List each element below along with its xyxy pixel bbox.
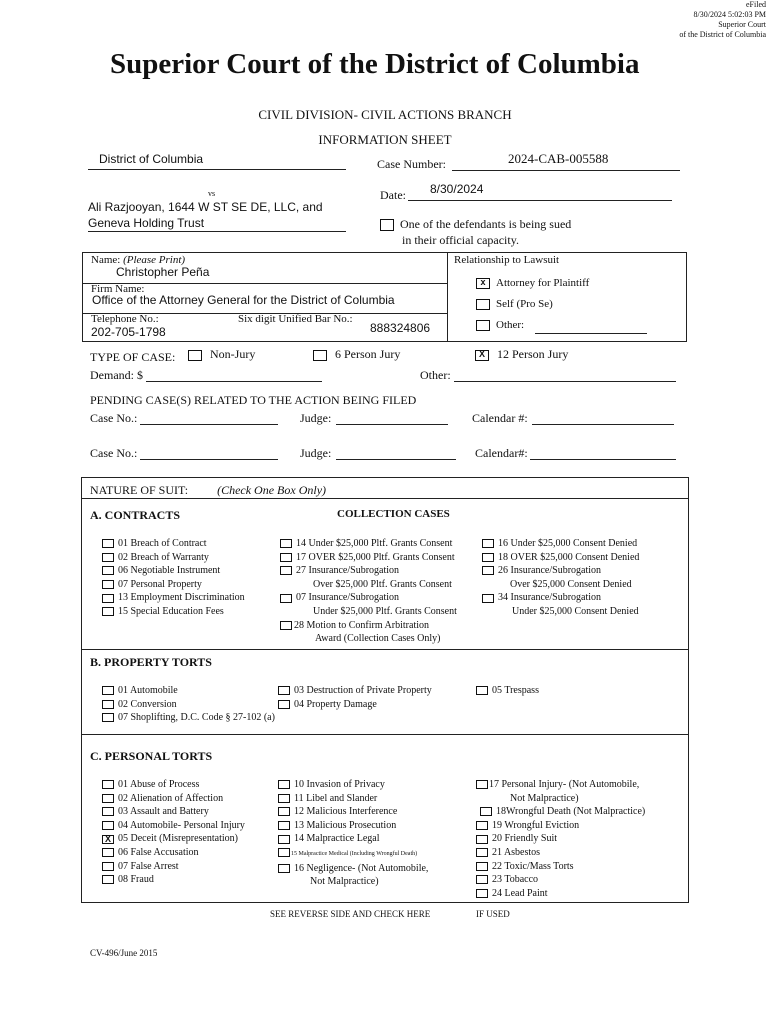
personal-label: 16 Negligence- (Not Automobile,: [294, 862, 429, 874]
bar-label: Six digit Unified Bar No.:: [238, 313, 353, 325]
nonjury-label: Non-Jury: [210, 347, 256, 361]
personal-option[interactable]: [102, 778, 245, 792]
personal-col3: [476, 778, 645, 900]
collection-option[interactable]: [280, 619, 457, 633]
collection-label: 17 OVER $25,000 Pltf. Grants Consent: [296, 551, 455, 563]
collection-checkbox[interactable]: [280, 621, 292, 630]
property-checkbox[interactable]: [102, 713, 114, 722]
twelve-person-label: 12 Person Jury: [497, 347, 569, 361]
collection-sublabel: Over $25,000 Consent Denied: [510, 578, 632, 590]
personal-label: 22 Toxic/Mass Torts: [492, 860, 574, 872]
stamp-line: eFiled: [746, 0, 766, 9]
personal-label: 12 Malicious Interference: [294, 806, 398, 818]
collection-label: 26 Insurance/Subrogation: [498, 565, 602, 577]
relationship-self-label: Self (Pro Se): [496, 298, 553, 310]
contracts-col1: [102, 537, 245, 619]
contract-option[interactable]: [102, 551, 245, 565]
personal-checkbox[interactable]: [102, 875, 114, 884]
name-hint: (Please Print): [123, 254, 186, 266]
defendant-line1[interactable]: Ali Razjooyan, 1644 W ST SE DE, LLC, and: [88, 200, 323, 214]
personal-label: 23 Tobacco: [492, 874, 539, 886]
case-number-label: Case Number:: [377, 157, 446, 171]
firm-label: Firm Name:: [91, 283, 145, 295]
personal-label: 15 Malpractice Medical (Including Wrongful Death): [291, 850, 418, 857]
property-label: 03 Destruction of Private Property: [294, 685, 432, 696]
pending-calendar-1: Calendar #:: [472, 411, 528, 425]
stamp-line: of the District of Columbia: [679, 30, 766, 39]
nature-label: NATURE OF SUIT:: [90, 483, 189, 497]
personal-checkbox[interactable]: [476, 835, 488, 844]
type-of-case-label: TYPE OF CASE:: [90, 350, 176, 364]
personal-checkbox[interactable]: [102, 862, 114, 871]
personal-option[interactable]: [476, 778, 645, 792]
personal-label: 10 Invasion of Privacy: [294, 779, 385, 790]
collection-sublabel: Award (Collection Cases Only): [315, 633, 441, 645]
personal-checkbox[interactable]: [102, 848, 114, 857]
pending-calendar-line-2[interactable]: [530, 459, 676, 460]
contracts-heading: A. CONTRACTS: [90, 508, 181, 522]
telephone-value[interactable]: 202-705-1798: [91, 325, 166, 339]
contract-checkbox[interactable]: [102, 553, 114, 562]
contract-checkbox[interactable]: [102, 580, 114, 589]
personal-checkbox[interactable]: [278, 821, 290, 830]
personal-option[interactable]: [476, 832, 645, 846]
self-checkbox[interactable]: [476, 299, 490, 310]
personal-option[interactable]: [278, 846, 428, 862]
pending-calendar-2: Calendar#:: [475, 446, 528, 460]
collection-sublabel: Over $25,000 Pltf. Grants Consent: [313, 578, 452, 590]
personal-checkbox[interactable]: [476, 780, 488, 789]
personal-option[interactable]: [278, 792, 428, 806]
collection-checkbox[interactable]: [280, 553, 292, 562]
contract-option[interactable]: [102, 564, 245, 578]
division-heading: CIVIL DIVISION- CIVIL ACTIONS BRANCH: [258, 107, 512, 122]
contract-label: 15 Special Education Fees: [118, 605, 224, 617]
contracts-col3: [482, 537, 639, 619]
collection-option[interactable]: [482, 551, 639, 565]
official-capacity-checkbox[interactable]: [380, 219, 394, 231]
personal-sublabel: Not Malpractice): [310, 876, 379, 888]
reverse-side-note: SEE REVERSE SIDE AND CHECK HERE: [270, 909, 431, 919]
pending-judge-1: Judge:: [300, 411, 332, 425]
property-col3: [476, 684, 539, 698]
pending-title: PENDING CASE(S) RELATED TO THE ACTION BEING FILED: [90, 393, 417, 407]
pending-case-no-2: Case No.:: [90, 446, 138, 460]
collection-label: 18 OVER $25,000 Consent Denied: [498, 551, 640, 563]
personal-label: 05 Deceit (Misrepresentation): [118, 833, 238, 845]
personal-option[interactable]: [476, 805, 645, 819]
personal-checkbox[interactable]: [476, 821, 488, 830]
telephone-label: Telephone No.:: [91, 313, 159, 325]
contract-label: 13 Employment Discrimination: [118, 592, 245, 604]
other-checkbox[interactable]: [476, 320, 490, 331]
personal-checkbox[interactable]: [476, 862, 488, 871]
date-label: Date:: [380, 188, 406, 202]
personal-label: 02 Alienation of Affection: [118, 792, 224, 804]
relationship-other-label: Other:: [496, 319, 525, 331]
case-type-twelve: [475, 347, 568, 362]
pending-calendar-line-1[interactable]: [532, 424, 674, 425]
personal-checkbox[interactable]: [278, 848, 290, 857]
pending-judge-line-1[interactable]: [336, 424, 448, 425]
collection-checkbox[interactable]: [482, 539, 494, 548]
personal-label: 08 Fraud: [118, 874, 154, 886]
if-used-note: IF USED: [476, 909, 510, 919]
personal-option[interactable]: [102, 792, 245, 806]
personal-checkbox[interactable]: [102, 794, 114, 803]
date-value[interactable]: 8/30/2024: [430, 182, 484, 196]
relationship-attorney: [476, 277, 589, 289]
six-person-label: 6 Person Jury: [335, 347, 401, 361]
collection-sublabel: Under $25,000 Consent Denied: [512, 605, 639, 617]
personal-checkbox[interactable]: [102, 780, 114, 789]
personal-option[interactable]: [476, 860, 645, 874]
personal-option[interactable]: [102, 805, 245, 819]
contract-option[interactable]: [102, 591, 245, 605]
nature-of-suit-row: [90, 483, 326, 498]
collection-checkbox[interactable]: [482, 566, 494, 575]
property-checkbox[interactable]: [278, 686, 290, 695]
property-col1: [102, 684, 275, 725]
case-type-nonjury: [188, 347, 255, 362]
twelve-person-checkbox[interactable]: X: [475, 350, 489, 361]
collection-label: 07 Insurance/Subrogation: [296, 592, 400, 604]
personal-option[interactable]: [102, 819, 245, 833]
collection-label: 34 Insurance/Subrogation: [498, 592, 602, 604]
personal-label: 21 Asbestos: [492, 846, 541, 858]
property-option[interactable]: [278, 698, 432, 712]
property-option[interactable]: [476, 684, 539, 698]
property-checkbox[interactable]: [476, 686, 488, 695]
contract-label: 01 Breach of Contract: [118, 538, 207, 549]
contracts-col2: [280, 537, 457, 646]
property-label: 07 Shoplifting, D.C. Code § 27-102 (a): [118, 712, 275, 724]
collection-option[interactable]: [482, 537, 639, 551]
contract-checkbox[interactable]: [102, 539, 114, 548]
personal-option[interactable]: [102, 846, 245, 860]
bar-value[interactable]: 888324806: [370, 321, 431, 335]
personal-checkbox[interactable]: [278, 780, 290, 789]
stamp-line: Superior Court: [718, 20, 766, 29]
personal-label: 04 Automobile- Personal Injury: [118, 819, 245, 831]
six-person-checkbox[interactable]: [313, 350, 327, 361]
case-type-six: [313, 347, 400, 362]
collection-option[interactable]: [482, 564, 639, 578]
personal-checkbox[interactable]: [476, 875, 488, 884]
other-label: Other:: [420, 368, 451, 382]
personal-label: 01 Abuse of Process: [118, 779, 200, 790]
personal-col1: [102, 778, 245, 887]
personal-option[interactable]: [102, 860, 245, 874]
personal-checkbox[interactable]: [278, 835, 290, 844]
personal-label: 06 False Accusation: [118, 846, 199, 858]
personal-option[interactable]: [278, 832, 428, 846]
collection-sublabel: Under $25,000 Pltf. Grants Consent: [313, 605, 457, 617]
personal-option[interactable]: [102, 832, 245, 846]
stamp-line: 8/30/2024 5:02:03 PM: [693, 10, 766, 19]
name-label: Name:: [91, 254, 121, 266]
personal-option[interactable]: [476, 846, 645, 860]
personal-label: 17 Personal Injury- (Not Automobile,: [489, 779, 640, 790]
property-checkbox[interactable]: [102, 700, 114, 709]
personal-option[interactable]: [278, 862, 428, 876]
contract-label: 07 Personal Property: [118, 578, 202, 590]
relationship-label: Relationship to Lawsuit: [454, 254, 560, 266]
attorney-name[interactable]: Christopher Peña: [116, 265, 210, 279]
property-heading: B. PROPERTY TORTS: [90, 655, 212, 669]
personal-sublabel: Not Malpractice): [510, 792, 579, 804]
vs-label: vs: [208, 189, 216, 198]
contract-option[interactable]: [102, 578, 245, 592]
official-capacity-line1: One of the defendants is being sued: [400, 217, 572, 231]
personal-checkbox[interactable]: [278, 794, 290, 803]
property-col2: [278, 684, 432, 711]
nature-hint: (Check One Box Only): [217, 483, 327, 497]
official-capacity: [380, 217, 571, 232]
official-capacity-line2: in their official capacity.: [402, 233, 519, 247]
nonjury-checkbox[interactable]: [188, 350, 202, 361]
case-number-value[interactable]: 2024-CAB-005588: [508, 151, 609, 166]
collection-label: 16 Under $25,000 Consent Denied: [498, 538, 638, 549]
pending-case-line-2[interactable]: [140, 459, 278, 460]
personal-option[interactable]: [278, 778, 428, 792]
personal-label: 24 Lead Paint: [492, 887, 548, 899]
property-label: 02 Conversion: [118, 698, 177, 710]
demand-label: Demand: $: [90, 368, 143, 382]
personal-checkbox[interactable]: [278, 864, 290, 873]
defendant-line2[interactable]: Geneva Holding Trust: [88, 216, 205, 230]
collection-label: 14 Under $25,000 Pltf. Grants Consent: [296, 538, 453, 549]
other-line[interactable]: [454, 381, 676, 382]
property-option[interactable]: [102, 684, 275, 698]
collection-label: 27 Insurance/Subrogation: [296, 565, 400, 577]
personal-label: 07 False Arrest: [118, 860, 179, 872]
form-id: CV-496/June 2015: [90, 948, 158, 958]
collection-checkbox[interactable]: [482, 553, 494, 562]
personal-option[interactable]: [476, 819, 645, 833]
personal-label: 18Wrongful Death (Not Malpractice): [496, 806, 646, 818]
personal-label: 14 Malpractice Legal: [294, 833, 380, 845]
relationship-self: [476, 298, 553, 310]
contract-checkbox[interactable]: [102, 607, 114, 616]
sheet-title: INFORMATION SHEET: [318, 132, 452, 147]
personal-label: 20 Friendly Suit: [492, 833, 558, 845]
personal-col2: [278, 778, 428, 889]
property-label: 01 Automobile: [118, 685, 178, 696]
collection-option[interactable]: [280, 564, 457, 578]
personal-option[interactable]: [476, 887, 645, 901]
property-option[interactable]: [278, 684, 432, 698]
personal-option[interactable]: [278, 805, 428, 819]
property-label: 04 Property Damage: [294, 698, 377, 710]
plaintiff-name[interactable]: District of Columbia: [99, 152, 204, 166]
collection-checkbox[interactable]: [280, 539, 292, 548]
pending-judge-line-2[interactable]: [336, 459, 456, 460]
property-option[interactable]: [102, 698, 275, 712]
personal-option[interactable]: [102, 873, 245, 887]
contract-checkbox[interactable]: [102, 594, 114, 603]
pending-judge-2: Judge:: [300, 446, 332, 460]
collection-option[interactable]: [482, 591, 639, 605]
contract-option[interactable]: [102, 605, 245, 619]
personal-checkbox[interactable]: [476, 889, 488, 898]
court-title: Superior Court of the District of Columbia: [110, 48, 640, 80]
personal-label: 03 Assault and Battery: [118, 806, 209, 818]
collection-checkbox[interactable]: [280, 566, 292, 575]
collection-cases-heading: COLLECTION CASES: [337, 508, 450, 520]
relationship-attorney-label: Attorney for Plaintiff: [496, 277, 590, 289]
collection-label: 28 Motion to Confirm Arbitration: [294, 619, 429, 631]
personal-checkbox-checked[interactable]: X: [102, 835, 114, 844]
contract-label: 02 Breach of Warranty: [118, 551, 209, 563]
firm-name[interactable]: Office of the Attorney General for the District of Columbia: [92, 293, 395, 307]
contract-label: 06 Negotiable Instrument: [118, 565, 221, 577]
personal-option[interactable]: [476, 873, 645, 887]
collection-option[interactable]: [280, 591, 457, 605]
personal-checkbox[interactable]: [102, 821, 114, 830]
personal-heading: C. PERSONAL TORTS: [90, 749, 213, 763]
efiled-stamp: [626, 0, 766, 40]
personal-label: 13 Malicious Prosecution: [294, 819, 397, 831]
personal-checkbox[interactable]: [102, 807, 114, 816]
pending-case-no-1: Case No.:: [90, 411, 138, 425]
personal-checkbox[interactable]: [476, 848, 488, 857]
contract-option[interactable]: [102, 537, 245, 551]
property-label: 05 Trespass: [492, 685, 539, 696]
collection-option[interactable]: [280, 551, 457, 565]
personal-label: 19 Wrongful Eviction: [492, 819, 580, 831]
property-checkbox[interactable]: [278, 700, 290, 709]
attorney-checkbox[interactable]: x: [476, 278, 490, 289]
relationship-other: [476, 319, 524, 331]
demand-line[interactable]: [146, 381, 322, 382]
property-option[interactable]: [102, 711, 275, 725]
pending-case-line-1[interactable]: [140, 424, 278, 425]
collection-checkbox[interactable]: [482, 594, 494, 603]
personal-option[interactable]: [278, 819, 428, 833]
collection-option[interactable]: [280, 537, 457, 551]
property-checkbox[interactable]: [102, 686, 114, 695]
personal-label: 11 Libel and Slander: [294, 792, 378, 804]
collection-checkbox[interactable]: [280, 594, 292, 603]
personal-checkbox[interactable]: [278, 807, 290, 816]
contract-checkbox[interactable]: [102, 566, 114, 575]
personal-checkbox[interactable]: [480, 807, 492, 816]
